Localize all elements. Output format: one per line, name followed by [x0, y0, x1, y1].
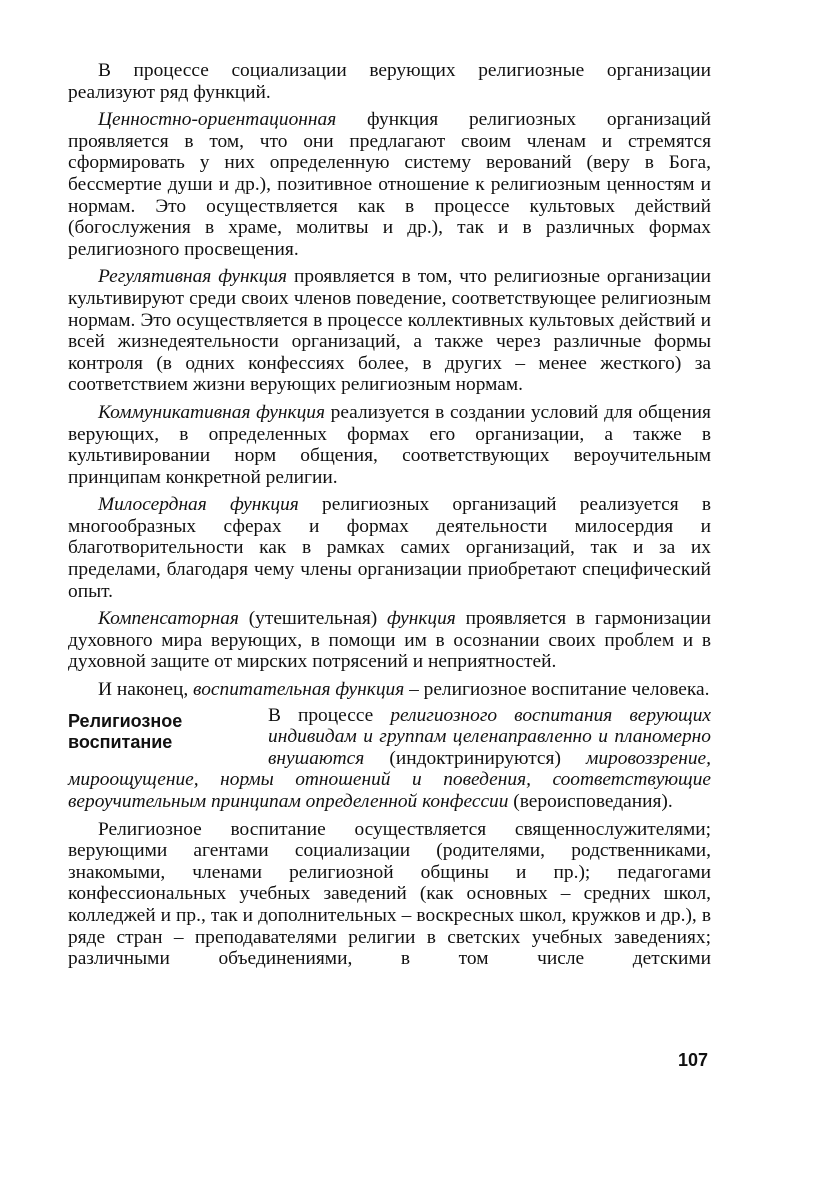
side-heading: Религиозное воспитание: [68, 710, 183, 752]
section-religious-education: [68, 701, 711, 813]
term-compensatory: Компенсаторная: [98, 608, 239, 630]
term-value-orientation: Ценностно-ориентационная: [98, 109, 337, 131]
paragraph-compensatory-function: Компенсаторная (утешительная) функция проявляется в гармонизации духовного мира верующих, в помощи им в осознании своих проблем и в духовной защите от мирских потрясений и неприятностей.: [68, 608, 711, 673]
term-communicative: Коммуникативная функция: [98, 401, 325, 423]
paragraph-indoctrination: В процессе религиозного воспитания верующих индивидам и группам целенаправленно и планомерно внушаются (индоктринируются) мировоззрение, мироощущение, нормы отношений и поведения, соответствующие вероучительным принципам определенной конфессии (вероисповедания).: [68, 704, 711, 812]
paragraph-education-agents: Религиозное воспитание осуществляется священнослужителями; верующими агентами социализации (родителями, родственниками, знакомыми, членами религиозной общины и пр.); педагогами конфессиональных учебных заведений (как основных – средних школ, колледжей и пр., так и дополнительных – воскресных школ, кружков и др.), в ряде стран – преподавателями религии в светских учебных заведениях; различными объединениями, в том числе детскими: [68, 818, 711, 970]
paragraph-charity-function: Милосердная функция религиозных организаций реализуется в многообразных сферах и формах деятельности милосердия и благотворительности как в рамках самих организаций, так и за их пределами, благодаря чему члены организации приобретают специфический опыт.: [68, 494, 711, 602]
term-charity: Милосердная функция: [98, 494, 299, 516]
paragraph-communicative-function: Коммуникативная функция реализуется в создании условий для общения верующих, в определенных формах его организации, а также в культивировании норм общения, соответствующих вероучительным принципам конкретной религии.: [68, 401, 711, 488]
paragraph-regulative-function: Регулятивная функция проявляется в том, что религиозные организации культивируют среди своих членов поведение, соответствующее религиозным нормам. Это осуществляется в процессе коллективных культовых действий и всей жизнедеятельности организаций, а также через различные формы контроля (в одних конфессиях более, в других – менее жесткого) за соответствием жизни верующих религиозным нормам.: [68, 266, 711, 396]
page-number: 107: [677, 1050, 708, 1070]
paragraph-value-function: Ценностно-ориентационная функция религиозных организаций проявляется в том, что они предлагают своим членам и стремятся сформировать у них определенную систему верований (веру в Бога, бессмертие души и др.), позитивное отношение к религиозным ценностям и нормам. Это осуществляется как в процессе культовых действий (богослужения в храме, молитвы и др.), так и в различных формах религиозного просвещения.: [68, 109, 711, 260]
paragraph-educational-function: И наконец, воспитательная функция – религиозное воспитание человека.: [98, 679, 710, 701]
paragraph-intro: В процессе социализации верующих религиозные организации реализуют ряд функций.: [68, 60, 711, 103]
term-regulative: Регулятивная функция: [98, 266, 288, 288]
term-educational: воспитательная функция: [193, 679, 405, 701]
page-body: [68, 60, 711, 970]
